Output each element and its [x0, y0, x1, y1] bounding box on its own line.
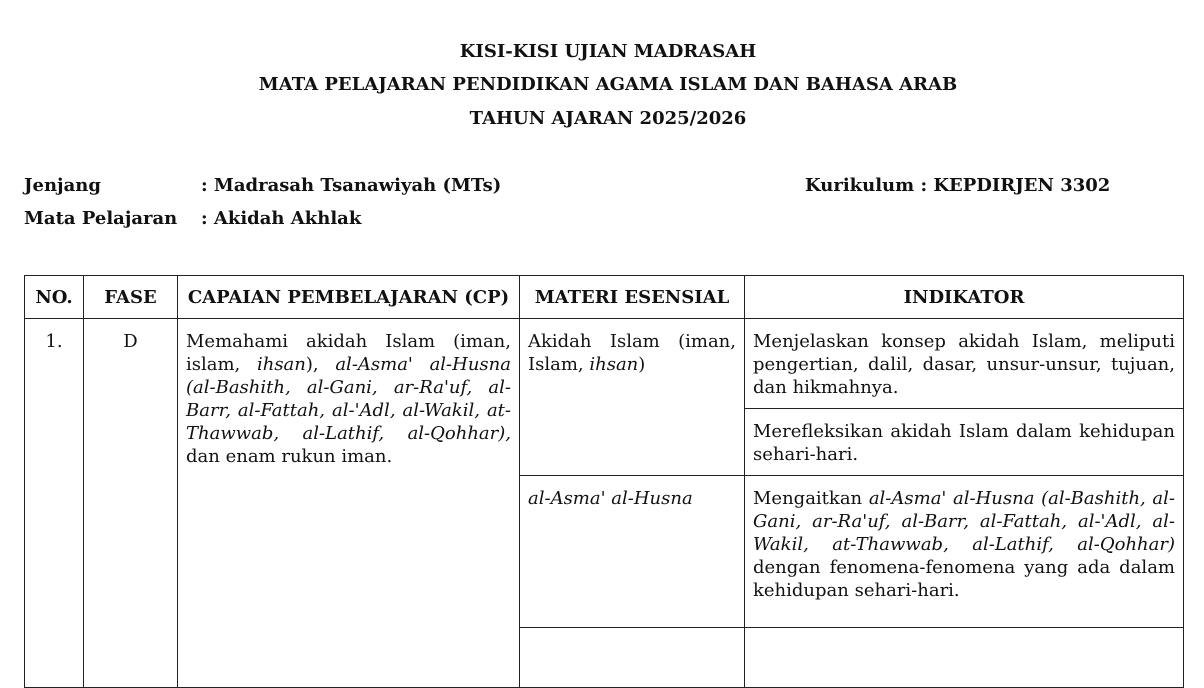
document-title-line-2: MATA PELAJARAN PENDIDIKAN AGAMA ISLAM DAN BAHASA ARAB	[258, 74, 958, 95]
cell-indikator-1: Menjelaskan konsep akidah Islam, meliputi pengertian, dalil, dasar, unsur-unsur, tujuan, dan hikmahnya.	[745, 319, 1184, 409]
document-title-line-1: KISI-KISI UJIAN MADRASAH	[459, 41, 757, 62]
document-title-line-3: TAHUN AJARAN 2025/2026	[469, 108, 747, 129]
jenjang-label: Jenjang	[24, 175, 101, 196]
cell-fase: D	[84, 319, 178, 688]
cell-materi-akidah: Akidah Islam (iman, Islam, ihsan)	[520, 319, 745, 476]
table-row	[25, 319, 1184, 409]
table-header-row	[25, 276, 1184, 319]
jenjang-value: : Madrasah Tsanawiyah (MTs)	[201, 175, 502, 196]
cell-indikator-2: Merefleksikan akidah Islam dalam kehidupan sehari-hari.	[745, 409, 1184, 476]
header-indikator: INDIKATOR	[745, 276, 1184, 319]
cell-materi-asmaul-husna: al-Asma' al-Husna	[520, 476, 745, 628]
cell-no: 1.	[25, 319, 84, 688]
kisi-kisi-table	[24, 275, 1184, 688]
header-capaian: CAPAIAN PEMBELAJARAN (CP)	[178, 276, 520, 319]
kurikulum-text: Kurikulum : KEPDIRJEN 3302	[805, 175, 1111, 196]
header-materi: MATERI ESENSIAL	[520, 276, 745, 319]
cell-materi-next	[520, 628, 745, 688]
header-fase: FASE	[84, 276, 178, 319]
header-no: NO.	[25, 276, 84, 319]
cell-indikator-3: Mengaitkan al-Asma' al-Husna (al-Bashith, al-Gani, ar-Ra'uf, al-Barr, al-Fattah, al-'Adl, al-Wakil, at-Thawwab, al-Lathif, al-Qohhar) dengan fenomena-fenomena yang ada dalam kehidupan sehari-hari.	[745, 476, 1184, 628]
cell-capaian: Memahami akidah Islam (iman, islam, ihsan), al-Asma' al-Husna (al-Bashith, al-Gani, ar-Ra'uf, al-Barr, al-Fattah, al-'Adl, al-Wakil, at-Thawwab, al-Lathif, al-Qohhar), dan enam rukun iman.	[178, 319, 520, 688]
mapel-value: : Akidah Akhlak	[201, 208, 362, 229]
mapel-label: Mata Pelajaran	[24, 208, 178, 229]
cell-indikator-next	[745, 628, 1184, 688]
